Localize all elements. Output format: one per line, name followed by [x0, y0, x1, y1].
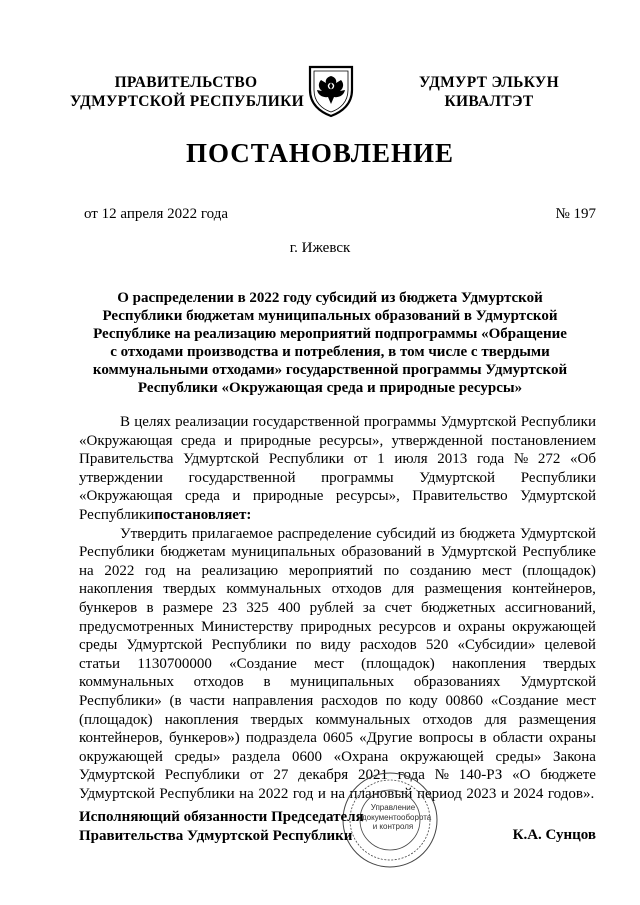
body-line [79, 487, 596, 506]
body-word: и [317, 785, 326, 802]
body-word: утверждении [79, 469, 163, 486]
header-left-line1: ПРАВИТЕЛЬСТВО [114, 74, 258, 91]
body-line [79, 580, 596, 599]
document-body [79, 413, 596, 803]
body-line [79, 729, 596, 748]
body-word: прилагаемое [191, 525, 273, 542]
body-word: размещения [424, 581, 502, 598]
body-word: 272 [537, 451, 561, 468]
body-word: в [479, 730, 487, 747]
body-word: статьи [79, 655, 121, 672]
body-word: (площадок) [522, 562, 596, 579]
body-word: среды» [174, 748, 221, 765]
document-date: от 12 апреля 2022 года [84, 206, 229, 222]
subject-line: Республики бюджетам муниципальных образований в Удмуртской [102, 308, 558, 324]
body-word: по [383, 562, 400, 579]
body-word: в [146, 599, 154, 616]
body-word: твердых [163, 581, 216, 598]
body-line [79, 618, 596, 637]
body-word: июля [394, 451, 428, 468]
body-line [79, 748, 596, 767]
document-type-title: ПОСТАНОВЛЕНИЕ [185, 138, 455, 168]
body-word: 1 [377, 451, 385, 468]
coat-of-arms-icon [306, 64, 356, 118]
body-word: отходов [193, 674, 244, 691]
stamp-line: документооборота [362, 812, 432, 822]
body-word: 00860 [445, 692, 484, 709]
body-word: Республики» [79, 692, 162, 709]
body-word: счет [384, 599, 412, 616]
body-word: направления [232, 692, 314, 709]
body-word: рублей [309, 599, 354, 616]
body-word: бюджете [540, 767, 596, 784]
body-word: области [492, 730, 543, 747]
body-word: Удмуртской [520, 674, 596, 691]
body-word: на [79, 562, 94, 579]
stamp-line: и контроля [372, 822, 414, 831]
body-word: расходов [359, 637, 417, 654]
body-word: мест [481, 562, 512, 579]
body-word: подраздела [245, 730, 317, 747]
body-word: и [224, 432, 233, 449]
body-word: Удмуртской [419, 469, 496, 486]
body-word: коду [409, 692, 438, 709]
body-word: Республики [211, 637, 287, 654]
body-word: за [362, 599, 376, 616]
body-word: ресурсы», [319, 432, 384, 449]
body-word: по [295, 637, 312, 654]
header-right-line1: УДМУРТ ЭЛЬКУН [419, 74, 559, 91]
body-word: муниципальных [290, 674, 395, 691]
body-word: период [416, 785, 462, 802]
body-word: среды» [495, 748, 542, 765]
body-word: «Субсидии» [457, 637, 536, 654]
body-word: природные [252, 488, 324, 505]
body-word: накопления [452, 655, 526, 672]
body-word: Утвердить [120, 525, 188, 542]
body-word: коммунальных [315, 711, 411, 728]
body-word: на [239, 785, 254, 802]
body-word: Удмуртской [520, 525, 596, 542]
body-word: окружающей [399, 748, 484, 765]
body-word: № [513, 451, 529, 468]
body-word: на [176, 562, 191, 579]
stamp-text [362, 803, 432, 832]
body-word: размере [162, 599, 213, 616]
body-line [79, 543, 596, 562]
body-word: Удмуртской [79, 785, 155, 802]
body-word: 2022 [258, 785, 289, 802]
body-word: 2013 [437, 451, 468, 468]
body-word: 23 [222, 599, 238, 616]
body-word: Удмуртской [440, 414, 517, 430]
body-word: в [427, 544, 435, 561]
body-word: накопления [79, 581, 153, 598]
body-word: плановый [349, 785, 413, 802]
body-word: реализации [175, 414, 249, 430]
body-word: распределение [277, 525, 372, 542]
body-word: охраны [458, 618, 506, 635]
body-word: Республики [159, 785, 235, 802]
government-name-russian [70, 73, 305, 111]
body-line [79, 692, 596, 711]
body-word: 2023 [466, 785, 497, 802]
header-left-line2: УДМУРТСКОЙ РЕСПУБЛИКИ [70, 93, 305, 110]
body-word: виду [320, 637, 351, 654]
body-word: год [145, 562, 166, 579]
body-word: государственной [188, 469, 296, 486]
body-word: «Другие [359, 730, 413, 747]
body-word: части [189, 692, 225, 709]
body-word: 140-РЗ [458, 767, 503, 784]
body-word: раздела [232, 748, 281, 765]
body-word: мероприятий [288, 562, 373, 579]
body-word: Правительства [79, 451, 174, 468]
body-word: по [385, 692, 402, 709]
body-line [79, 766, 596, 785]
body-word: для [484, 711, 507, 728]
document-city: г. Ижевск [289, 240, 351, 256]
body-word: мест [314, 655, 344, 672]
body-word: бункеров [79, 599, 138, 616]
body-word: размещения [518, 711, 596, 728]
body-word: от [353, 451, 368, 468]
body-word: Республики [164, 767, 240, 784]
body-word: «Создание [490, 692, 559, 709]
government-name-udmurt [404, 73, 574, 111]
body-word: «Окружающая [79, 488, 173, 505]
body-word: декабря [298, 767, 349, 784]
body-word: Республики [520, 414, 596, 430]
body-word: и [443, 618, 452, 635]
body-line [79, 413, 596, 432]
body-word: целях [134, 414, 171, 430]
body-word: ассигнований, [504, 599, 596, 616]
body-word: среда [180, 432, 216, 449]
document-subject [80, 289, 580, 397]
body-word: твердых [543, 655, 596, 672]
body-word: для [392, 581, 415, 598]
body-word: коммунальных [226, 581, 322, 598]
subject-line: с отходами производства и потребления, в том числе с твердыми [110, 344, 550, 360]
body-word: Удмуртской [520, 488, 596, 505]
body-word: 520 [425, 637, 449, 654]
subject-line: Республике на реализацию мероприятий подпрограммы «Обращение [93, 326, 567, 342]
body-word: «Окружающая [79, 432, 173, 449]
body-word: контейнеров, [79, 730, 163, 747]
signatory-name: К.А. Сунцов [512, 827, 596, 843]
body-word: окружающей [79, 748, 163, 765]
body-word: бюджетных [420, 599, 496, 616]
body-word: ресурсов [378, 618, 436, 635]
body-word: 0605 [323, 730, 354, 747]
body-word: год [292, 785, 314, 802]
body-word: программы [363, 414, 437, 430]
body-word: вопросы [418, 730, 474, 747]
body-word: 2021 [357, 767, 388, 784]
body-word: контейнеров, [512, 581, 596, 598]
body-word: 27 [273, 767, 289, 784]
body-word: в [263, 674, 271, 691]
body-word: «Об [570, 451, 596, 468]
position-line: Правительства Удмуртской Республики [79, 828, 353, 844]
body-word: № [434, 767, 449, 784]
body-word: 0600 [291, 748, 322, 765]
body-word: годов». [547, 785, 595, 802]
body-word: мест [566, 692, 596, 709]
body-line [79, 785, 596, 804]
body-word: ресурсы», [335, 488, 400, 505]
body-word: окружающей [512, 618, 596, 635]
body-word: бункеров») [168, 730, 240, 747]
body-word: Республики [520, 469, 596, 486]
body-word: охраны [549, 730, 596, 747]
body-line [79, 432, 596, 451]
body-word: Удмуртской [126, 637, 203, 654]
subject-line: Республики «Окружающая среда и природные ресурсы» [137, 380, 523, 396]
body-text: Республики [79, 506, 155, 523]
body-word: на [330, 785, 346, 802]
document-number: № 197 [555, 206, 596, 222]
body-word: (площадок) [79, 711, 153, 728]
body-word: «Охрана [333, 748, 389, 765]
body-word: и [500, 785, 509, 802]
body-word: твердых [250, 711, 304, 728]
body-word: среды [79, 637, 118, 654]
body-word: природных [300, 618, 372, 635]
body-word: Закона [553, 748, 596, 765]
body-word: года [476, 451, 505, 468]
body-word: Правительство [412, 488, 508, 505]
body-word: целевой [544, 637, 596, 654]
body-line [79, 469, 596, 488]
body-line [79, 636, 596, 655]
header-right-line2: КИВАЛТЭТ [444, 93, 534, 110]
body-word: коммунальных [79, 674, 174, 691]
body-word: программы [321, 469, 394, 486]
body-word: реализацию [201, 562, 279, 579]
stamp-line: Управление [370, 803, 416, 812]
body-word: из [440, 525, 455, 542]
body-word: 325 [246, 599, 269, 616]
body-word: 2022 [104, 562, 135, 579]
body-word: предусмотренных [79, 618, 195, 635]
body-word: Республики [268, 451, 344, 468]
body-word: Удмуртской [79, 767, 155, 784]
body-word: образований [341, 544, 422, 561]
body-word: муниципальных [231, 544, 336, 561]
body-word: Министерству [201, 618, 294, 635]
body-word: субсидий [376, 525, 437, 542]
body-word: Республики [79, 544, 155, 561]
body-line [79, 450, 596, 469]
body-line [79, 673, 596, 692]
body-word: Удмуртской [440, 544, 517, 561]
body-word: расходов [321, 692, 378, 709]
body-word: бюджета [459, 525, 516, 542]
body-word: утвержденной [391, 432, 483, 449]
decree-keyword: постановляет: [154, 506, 252, 523]
body-word: накопления [164, 711, 239, 728]
signatory-position [79, 808, 364, 846]
body-word: отходов [422, 711, 473, 728]
body-word: среда [185, 488, 220, 505]
body-word: Республике [522, 544, 596, 561]
subject-line: коммунальными отходами» государственной программы Удмуртской [92, 362, 568, 378]
body-word: постановлением [491, 432, 596, 449]
body-word: «О [512, 767, 531, 784]
body-word: бюджетам [160, 544, 226, 561]
subject-line: О распределении в 2022 году субсидий из бюджета Удмуртской [117, 290, 543, 306]
body-word: В [120, 414, 131, 430]
body-word: (в [169, 692, 182, 709]
body-line [79, 655, 596, 674]
body-word: (площадок) [361, 655, 435, 672]
body-word: образованиях [413, 674, 501, 691]
body-line [79, 711, 596, 730]
body-line [79, 525, 596, 544]
body-word: года [397, 767, 425, 784]
position-line: Исполняющий обязанности Председателя [79, 809, 364, 825]
body-word: отходов [331, 581, 382, 598]
body-word: «Создание [229, 655, 297, 672]
body-word: и [232, 488, 241, 505]
body-word: 400 [277, 599, 301, 616]
body-word: 1130700000 [137, 655, 212, 672]
body-word: 2024 [513, 785, 544, 802]
body-word: Удмуртской [183, 451, 259, 468]
body-word: созданию [409, 562, 472, 579]
body-word: государственной [252, 414, 360, 430]
body-line [79, 562, 596, 581]
body-word: от [249, 767, 264, 784]
body-line [79, 599, 596, 618]
body-word: природные [240, 432, 311, 449]
body-line [79, 506, 596, 525]
